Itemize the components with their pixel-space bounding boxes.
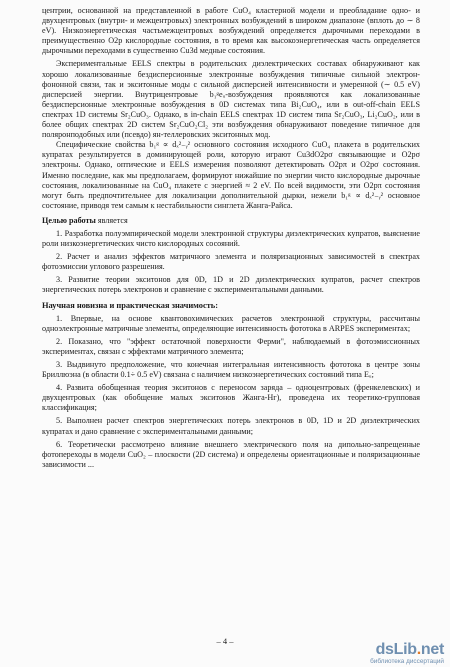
paragraph-eels-spectra: Экспериментальные EELS спектры в родительских диэлектрических составах обнаруживают как хорошо локализованные бездисперсионные электронные возбуждения типичные сильной электрон-фононной связи, так и экситонные моды с сильной дисперсией интенсивности и умеренной (∼ 0.5 eV) дисперсией энергии. Внутрицентровые b₁ᵍeᵤ-возбуждения проявляются как локализованные бездисперсионные электронные возбуждения в 0D системах типа Bi₂CuO₄, или в out-off-chain EELS спектрах 1D системы Sr₂CuO₃. Однако, в in-chain EELS спектрах 1D систем типа Sr₂CuO₃, Li₂CuO₂, или в более общих спектрах 2D систем Sr₂CuO₂Cl₂ эти возбуждения обнаруживают поведение типичное для поляронподобных или (псевдо) ян-теллеровских экситонных мод.: [42, 59, 420, 140]
goal-item-3: 3. Развитие теории экситонов для 0D, 1D и 2D диэлектрических купратов, расчет спектров энергетических потерь электронов и сравнение с экспериментальными данными.: [42, 275, 420, 295]
goal-heading: Целью работы: [42, 215, 96, 225]
novelty-item-4: 4. Развита обобщенная теория экситонов с переносом заряда – одноцентровых (френкелевских) и двухцентровых (как обобщение малых экситонов Жанга-Нг), проведена их теоретико-групповая классификация;: [42, 383, 420, 413]
dslib-logo: [376, 641, 444, 659]
logo-tld: net: [420, 641, 444, 658]
logo-main: dsLib: [375, 641, 417, 658]
goal-heading-line: [42, 216, 420, 226]
paragraph-ground-state: Специфические свойства b₁ᵍ ∝ dₓ²₋ᵧ² основного состояния исходного CuO₄ плакета в родительских купратах результируется в доминирующей роли, которую играют Cu3dO2pσ связывающие и O2pσ электроны. Однако, оптические и EELS измерения позволяют детектировать O2pπ и O2pσ состояния. Именно последние, как мы предполагаем, формируют нижайшие по энергии чисто кислородные дырочные состояния, локализованные на CuO₄ плакете с энергией ≈ 2 eV. По всей видимости, эти O2pπ состояния могут быть предпочтительнее для локализации дополнительной дырки, нежели b₁ᵍ ∝ dₓ²₋ᵧ² основное состояние, приводя тем самым к нестабильности синглета Жанга-Райса.: [42, 140, 420, 210]
watermark-subtitle: библиотека диссертаций: [370, 658, 444, 665]
novelty-heading: Научная новизна и практическая значимость:: [42, 300, 218, 310]
logo-dot: .: [416, 641, 421, 658]
novelty-item-3: 3. Выдвинуто предположение, что конечная интегральная интенсивность фототока в центре зоны Бриллюэна (в области 0.1÷ 0.5 eV) связана с наличием низкоэнергетических состояний типа Eᵤ;: [42, 360, 420, 380]
goal-item-2: 2. Расчет и анализ эффектов матричного элемента и поляризационных зависимостей в спектрах фотоэмиссии углового разрешения.: [42, 252, 420, 272]
novelty-item-5: 5. Выполнен расчет спектров энергетических потерь электронов в 0D, 1D и 2D диэлектрических купратах и дано сравнение с экспериментальными данными;: [42, 416, 420, 436]
goal-heading-tail: является: [95, 215, 128, 225]
page-body: [42, 6, 420, 470]
goal-item-1: 1. Разработка полуэмпирической модели электронной структуры диэлектрических купратов, выяснение роли низкоэнергетических чисто кислородных сосояний.: [42, 228, 420, 249]
site-watermark[interactable]: [336, 641, 446, 667]
novelty-item-6: 6. Теоретически рассмотрено влияние внешнего электрического поля на дипольно-запрещенные фотопереходы в модели CuO₂ – плоскости (2D система) и определены ориентационные и поляризационные зависимости ...: [42, 439, 420, 469]
page-number: – 4 –: [216, 636, 234, 646]
novelty-item-1: 1. Впервые, на основе квантовохимических расчетов электронной структуры, рассчитаны одноэлектронные матричные элементы, определяющие интенсивность фототока в ARPES экспериментах;: [42, 313, 420, 333]
novelty-item-2: 2. Показано, что "эффект остаточной поверхности Ферми", наблюдаемый в фотоэмиссионных экспериментах, связан с эффектами матричного элемента;: [42, 336, 420, 356]
paragraph-intro-continuation: центрии, основанной на представленной в работе CuO₄ кластерной модели и преобладание одно- и двухцентровых (внутри- и межцентровых) электронных возбуждений в широком диапазоне (вплоть до ∼ 8 eV). Низкоэнергетическая частьмежцентровых возбуждений определяется дырочными переходами в преимущественно O2p кислородные состояния, в то время как высокоэнергетическая часть определяется дырочными переходами в существенно Cu3d медные состояния.: [42, 6, 420, 56]
